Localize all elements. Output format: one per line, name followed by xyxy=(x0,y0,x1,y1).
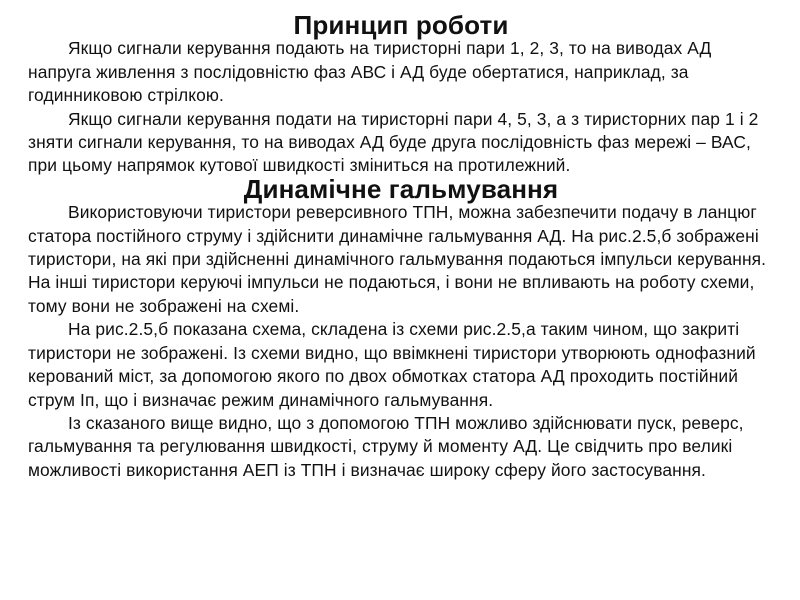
paragraph: Якщо сигнали керування подають на тиристорні пари 1, 2, 3, то на виводах АД напруга живлення з послідовністю фаз АВС і АД буде обертатися, наприклад, за годинниковою стрілкою. xyxy=(28,38,712,106)
paragraph: На рис.2.5,б показана схема, складена із схеми рис.2.5,а таким чином, що закриті тиристори не зображені. Із схеми видно, що ввімкнені тиристори утворюють однофазний керований міст, за допомогою якого по двох обмотках статора АД проходить постійний струм Iп, що і визначає режим динамічного гальмування. xyxy=(28,319,756,410)
paragraph: Використовуючи тиристори реверсивного ТПН, можна забезпечити подачу в ланцюг статора постійного струму і здійснити динамічне гальмування АД. На рис.2.5,б зображені тиристори, на які при здійсненні динамічного гальмування подаються імпульси керування. На інші тиристори керуючі імпульси не подаються, і вони не впливають на роботу схеми, тому вони не зображені на схемі. xyxy=(28,202,767,316)
paragraph: Якщо сигнали керування подати на тиристорні пари 4, 5, 3, а з тиристорних пар 1 і 2 зняти сигнали керування, то на виводах АД буде друга послідовність фаз мережі – ВАС, при цьому напрямок кутової швидкості зміниться на протилежний. xyxy=(28,108,759,176)
document-page xyxy=(28,10,774,482)
section-heading-dynamic-braking: Динамічне гальмування xyxy=(243,173,559,204)
section-heading-operating-principle: Принцип роботи xyxy=(293,10,509,40)
paragraph: Із сказаного вище видно, що з допомогою ТПН можливо здійснювати пуск, реверс, гальмування та регулювання швидкості, струму й моменту АД. Це свідчить про великі можливості використання АЕП із ТПН і визначає широку сферу його застосування. xyxy=(28,412,744,480)
